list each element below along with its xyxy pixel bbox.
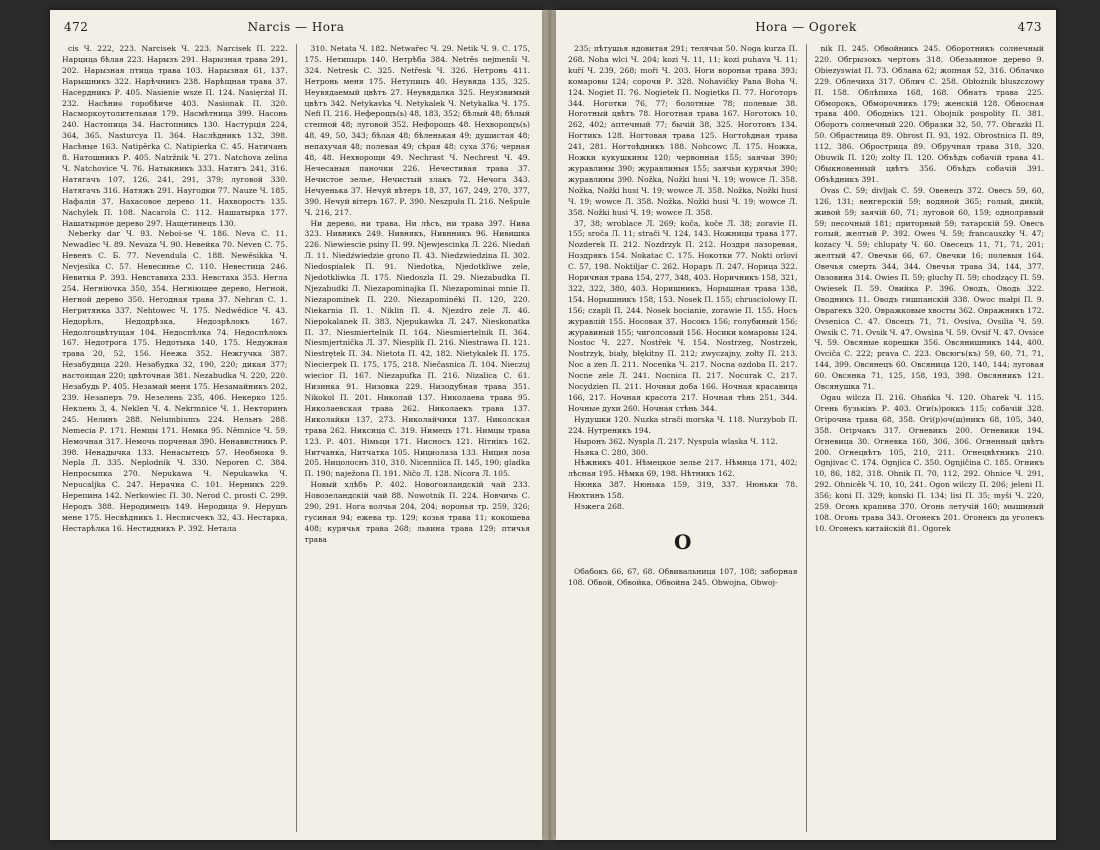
index-paragraph: Ни дерево, ни трава. Ни лѣсъ, ни трава 397. Нива 323. Нивникъ 249. Нивнякъ, Нивнникъ 96. Нивишка 226. Niewiescie psiny П. 99. Njewjescinka Л. 226. Niedań Л. 11. Niedźwiedzie grono П. 43. Niedzwiedzina П. 302. Niedospiałek П. 91. Niedotka, Njedotkliwe zele, Njedotkliwka Л. 175. Niedoszla П. 29. Niezabudka П. Njezabudki Л. Niezapominajka П. Niezapominai mnie П. Niezapominek П. 220. Niezapominéki П. 120, 220. Niekarnia П. 1. Niklin П. 4. Njezdro zele Л. 46. Niepokalanek П. 383. Njepukawka Л. 247. Nieskonatka П. 37. Niesmiertelnik П. 164. Niesmiertelnik П. 364. Niesmjertnička Л. 37. Niesplik П. 216. Niestrawa П. 121. Niestrętek П. 34. Nietota П. 42, 182. Nietykalek П. 175. Niecierpek П. 175, 175, 218. Niečasnica Л. 104. Nieczuj wiecior П. 167. Niezapufka П. 216. Nizalica С. 61. Низинка 91. Низовка 229. Низодубная трава 351. Nikokol П. 201. Николай 137. Николаева трава 95. Николаевская трава 262. Николаекъ трава 137. Николайки 137, 273. Николайчики 137. Николская трава 262. Никсица С. 319. Нимецъ 171. Нимцы трава 123. Р. 401. Німьци 171. Нисносъ 121. Нітнікъ 162. Нитчанка, Нитчатка 105. Нициолаза 133. Ниция лоза 205. Ницолоснъ 310, 310. Nicenniica П. 145, 190; gladka П. 190; naježona П. 191. Ničo Л. 128. Nicora Л. 105. (304, 218, 530, 479)
right-page-number: 473 (1017, 20, 1042, 34)
right-column-1 (568, 44, 798, 832)
index-paragraph: 37, 38; wroblace Л. 269; koča, koče Л. 38; zoravie П. 155; sroča Л. 11; strači Ч. 124, 143. Ножницы трава 177. Nozderek П. 212. Nozdrzyk П. 212. Ноздря лазоревая, Ноздрякъ 154. Nokatac С. 175. Нокотки 77. Nokti orlovi С. 57, 198. Noktiljar С. 262. Нораръ Л. 247. Норица 322. Норичная трава 154, 277, 348, 403. Норичникъ 158, 321, 322, 322, 380, 403. Норишникъ, Норышная трава 138, 154. Норышникъ 158, 153. Nosek П. 155; chrusciolowy П. 156; czapli П. 244. Nosek bocianie, zorawie П. 155. Носъ журавлій 155. Носовая 37. Носокъ 156; голубиный 156; журавиный 155; чиголсовый 156. Носики комаровы 124. Nostoc Ч. 227. Nostřek Ч. 154. Nostrzeg, Nostrzek, Nostrzyk, biały, błękitny П. 212; zwyczajny, zołty П. 213. Noc a zen Л. 211. Nocenka Ч. 217. Nocna ozdoba П. 217. Nocne zele Л. 241. Nocnica П. 217. Nocurak С. 217. Nocydzien П. 211. Ночная доба 166. Ночная красавица 166, 217. Ночная красота 217. Ночная тѣнь 251, 344. Ночные духи 260. Ночная стѣнь 344. (568, 218, 798, 413)
index-paragraph: Neberky dar Ч. 93. Neboі-se Ч. 186. Neva С. 11. Newadlec Ч. 89. Nevaza Ч. 90. Невейка 70. Neven С. 75. Невенъ С. Б. 77. Nevendula С. 188. Newěsikka Ч. Nevjesika С. 57. Невесинье С. 110. Невестица 246. Невитка Р. 393. Невставиха 233. Невстаха 353. Негла 254. Негніючка 350, 354. Негніющее дерево, Негной, Негной дерево 350. Негодная трава 37. Nehran С. 1. Негритянка 337. Nehtowec Ч. 175. Nedwědice Ч. 43. Недорѣлъ, Недодрѣзка, Недозрѣлокъ 167. Недолгоцвѣтущая 104. Недоспѣлка 74. Недоспѣлокъ 167. Недотрога 175. Недотыка 140, 175. Недужная трава 20, 52, 156. Неежа 352. Нежгучка 387. Незабудица 220. Незабудка 32, 190, 220; дикая 377; настоящая 220; цвѣточная 381. Nezabudka Ч. 220, 220. Незабудь Р. 405. Незамай меня 175. Незамайникъ 202, 239. Незаперъ 79. Незелень 235, 406. Некерко 125. Неклень 3, 4. Neklen Ч. 4. Nekrmnice Ч. 1. Некторинъ 245. Нелинъ 288. Nelumbiumъ 224. Нельнъ 288. Nemecia Р. 171. Немцы 171. Немка 95. Němnice Ч. 59. Немочная 317. Немочь порченая 390. Ненавистникъ Р. 398. Ненадычка 133. Ненасытецъ 57. Необмока 9. Nepla Л. 335. Neplodnik Ч. 330. Neporen С. 384. Непросыпка 270. Nepukawa Ч. Nepukawka Ч. Nepucaljka С. 247. Нерачиа С. 101. Нерникъ 229. Нерепина 142. Nerkowiec П. 30. Nerod С. prosti С. 299. Неродъ 388. Неродимецъ 149. Неродица 9. Нерушъ мене 175. Несвѣдникъ 1. Несписчекъ 32, 43. Нестарка, Нестарѣлка 16. Нестидникъ Р. 392. Нетала (62, 229, 288, 533)
right-running-head (570, 20, 1042, 40)
index-paragraph: Ovas С. 59; divljak С. 59. Овенецъ 372. Овесъ 59, 60, 126, 131; венгерскій 59; водяной 365; голый, дикій, живой 59; заячій 60, 71; луговой 60, 159; однолрявый 59; песочный 181; приторный 59; татарскій 59. Овесъ голый, желтый Р. 392. Owes Ч. 59; francauszky Ч. 47; kozacy Ч. 59; chlupaty Ч. 60. Овесецъ 11, 71, 71, 201; желтый 47. Овечьи 66, 67. Овечки 16; полевыя 164. Овечья смерть 344, 344. Овечья трава 34, 144, 377. Овзовина 314. Owies П. 59; gluchy П. 59; chodzący П. 59. Owiesek П. 59. Овийка Р. 396. Оводъ, Оводь 322. Оводникъ 11. Оводъ гишпанскій 338. Owoc małpi П. 9. Оврагекъ 320. Овражковые хвосты 362. Овражникъ 172. Ovsenica С. 47. Овсецъ 71, 71. Ovsiva, Ovsilia Ч. 59. Owsik С. 71. Ovsik Ч. 47. Owsina Ч. 59. Ovsif Ч. 47. Ovsice Ч. 59. Овсяные корешки 356. Овсянишникъ 144, 400. Ovciča С. 222; prava С. 223. Овсюгъ(къ) 59, 60, 71, 71, 144, 399. Овсянецъ 60. Овсяница 120, 140, 144; луговая 60. Овсянка 71, 125, 158, 193, 398. Овсянникъ 121. Овсянушка 71. (814, 185, 1044, 392)
index-paragraph: 310. Netata Ч. 182. Netwařec Ч. 29. Netik Ч. 9. С. 175, 175. Нетипырь 140. Нетрѣба 384. Netrěs nejmenši Ч. 324. Netresk С. 325. Netřesk Ч. 326. Нетронь 411. Нетронь меня 175. Нетупицъ 40. Неувяда 135, 325. Неувядаемый цвѣтъ 27. Неувядалка 325. Неуязвимый цвѣтъ 342. Netykavka Ч. Netykalek Ч. Netykalka Ч. 175. Nefi П. 216. Неферощъ(ь) 48, 183, 352; бѣлый 48; бѣлый степной 48; луговой 352. Нефорощъ 48. Нехворощъ(ь) 48, 49, 50, 343; бѣлая 48; бѣленькая 49; душистая 48; непахучая 48; полевая 49; сѣрая 48; суха 376; черная 48, 48. Нехворощи 49. Nechrast Ч. Nechrest Ч. 49. Нечесаныя паночки 226. Нечестивая трава 37. Нечистое зелье, Нечистый злакъ 72. Нечога 343. Нечуенька 37. Нечуй вѣтеръ 18, 37, 167, 249, 270, 377, 390. Нечуй вітеръ 167. Р. 390. Neszpuła П. 216. Nešpule Ч. 216, 217. (304, 44, 530, 217)
book-gutter (542, 10, 556, 840)
right-page (556, 10, 1056, 840)
index-paragraph: Нюнка 387. Нюнька 159, 319, 337. Нюньки 78. Нюхтинъ 158. (568, 480, 798, 501)
index-paragraph: Нудушки 120. Nuzka strači morska Ч. 118. Nurzybob П. 224. Нутреникъ 194. (568, 414, 798, 435)
index-paragraph: Нэжега 268. (574, 502, 625, 512)
section-letter-heading: O (674, 529, 692, 554)
left-running-title: Narcis — Hora (247, 20, 345, 34)
right-column-2 (806, 44, 1045, 832)
left-running-head (64, 20, 528, 40)
index-paragraph: cis Ч. 222, 223. Narcisek Ч. 223. Narcisek П. 222. Нарцица бѣлая 223. Нарызъ 291. Нарызная трава 291, 202. Нарызная птица трава 103. Нарызная 61, 137. Нарышникъ 322. Нарѣчникъ 238. Нарѣщная трава 37. Насердникъ Р. 405. Nasienie wsze П. 124. Nasięrżał П. 232. Насѣниѳ горобѣиче 403. Nasionak П. 320. Насморкоутолительная 179. Насмѣтница 399. Насонь 240. Настопица 34. Настопникъ 130. Настурція 224, 364, 365. Nasturcya П. 364. Наслѣдникъ 132, 398. Насѣные 163. Natipěrka С. Natipierka С. 45. Натичанъ 8. Натошникъ Р. 405. Natržnik Ч. 271. Natchova zelina Ч. Natchovice Ч. 76. Натыкникъ 333. Натягъ 241, 316. Натягачъ 107, 126, 241, 291, 379; луговой 330. Натягачъ 316. Натяжъ 291. Наугодки 77. Nauze Ч. 185. Нафалія 37. Нахасовое дерево 11. Нахворостъ 135. Nachylek П. 108. Nacarola С. 112. Нашатырка 177. Нашатырное дерево 297. Нащетинецъ 130. (62, 44, 288, 228)
index-paragraph: Ogau wilcza П. 216. Ohańka Ч. 120. Oharek Ч. 115. Огень бузьківъ Р. 403. Оги(ь)роккъ 115; собачій 328. Огірочна трава 68, 358. Огі(р)оч(ш)никъ 68, 105, 340, 358. Огірчакъ 317. Огневикъ 200. Огневики 194. Огневица 30. Огневка 160, 306, 306. Огненный цвѣтъ 200. Огнецвѣтъ 105, 210, 211. Огнецвѣтникъ 210. Ognjivac С. 174. Ognjica С. 350. Ognjičina С. 185. Огникъ 10, 86, 182, 318. Ohnik П. 70, 112, 292. Ohnice Ч. 291, 292. Ohnicěk Ч. 10, 10, 241. Ogon wilczy П. 206; jeleni П. 356; koni П. 329; konski П. 134; lisi П. 35; myši Ч. 220, 259. Огонь крапива 370. Огонь летучій 160; мышиный 108. Огонь трава 343. Огонекъ 201. Огонекъ да уголекъ 10. Огонекъ китайскій 81. Ogorek (814, 393, 1044, 533)
left-column-2 (296, 44, 531, 832)
left-page-number: 472 (64, 20, 89, 34)
index-paragraph: 235; пѣтушья ядовитая 291; телячья 50. Noga kurza П. 268. Noha wlci Ч. 204; kozi Ч. 11, 11; kozi puhava Ч. 11; kuří Ч. 239, 268; moři Ч. 203. Ноги вороньи трава 393; комаровы 124; сорочи Р. 328. Nohavičky Pana Boha Ч. 124. Nogiet П. 76. Nogietek П. Nogietka П. 77. Ноготоръ 344. Ноготки 76, 77; болотные 78; полевые 38. Ноготный цвѣтъ 78. Ноготная трава 167. Ноготокъ 10, 262, 402; аптечный 77; бычій 38, 325. Ноготонъ 134. Ногтикъ 128. Ногтовая трава 125. Ногтоѣдная трава 241, 281. Ногтоѣдникъ 188. Nohcowc Л. 175. Ножка, Ножки кукушкины 120; червонная 155; заячьи 390; журавлины 390; журавлиныя 155; заячьи курячья 390; журавлины 390. Nožka, Nožki husi Ч. 19; wowce Л. 358. Nožka, Nožki husi Ч. 19; wowce Л. 358. Nožka, Nožki husi Ч. 19; wowce Л. 358. Nožka. Nožki husi Ч. 19; wowce Л. 358. Nožki husi Ч. 19; wowce Л. 358. (568, 44, 798, 217)
index-paragraph: Ньяка С. 280, 300. (574, 447, 649, 457)
index-paragraph: nik П. 245. Обвойникъ 245. Оборотникъ солнечный 220. Обгрызокъ чертовъ 318. Обезьянное дерево 9. Obiezyswiat П. 73. Облана 62; жопная 52, 316. Облачко 229. Облечиха 317. Облич С. 258. Obłożnik bluszczowy П. 158. Облѣпиха 168, 168. Обнатъ трава 225. Обморокъ, Обморочникъ 179; женскій 128. Обносная трава 400. Ободнікъ 121. Obojnik pospolity П. 381. Оборотъ солнечный 220. Образки 32, 50, 77. Obrazki П. 50. Обрастница 89. Obrost П. 93, 192. Obrostnica П. 89, 112, 386. Обрострица 89. Обручная трава 318, 320. Obuwik П. 120; zołty П. 120. Объѣдъ собачій трава 41. Обыкновенный цвѣтъ 356. Объѣдъ собачій 391. Объѣдникъ 391. (814, 44, 1044, 184)
right-running-title: Hora — Ogorek (755, 20, 857, 34)
index-paragraph: Нѣжникъ 401. Нѣмецкое зелье 217. Нѣмица 171, 402; лѣсная 195. Нѣмка 69, 198. Нѣтникъ 162. (568, 458, 798, 479)
index-paragraph: Новый хлѣбъ Р. 402. Новогоиландскій чай 233. Новозеландскій чай 88. Nowotnik П. 224. Новчичь С. 290, 291. Нога волчья 204, 204; воронья тр. 259, 326; гусиная 94; ежева тр. 129; козья трава 11; кокошева 408; курячья трава 268; львина трава 129; птичья трава (304, 480, 530, 544)
left-column-1 (62, 44, 288, 832)
index-paragraph: Обабокъ 66, 67, 68. Обвивальница 107, 108; заборная 108. Обвой, Обвойка, Обвойна 245. Obwojna, Obwoj- (568, 566, 798, 587)
index-paragraph: Ныронъ 362. Nyspla Л. 217. Nyspula wlaska Ч. 112. (574, 436, 778, 446)
left-page (50, 10, 542, 840)
